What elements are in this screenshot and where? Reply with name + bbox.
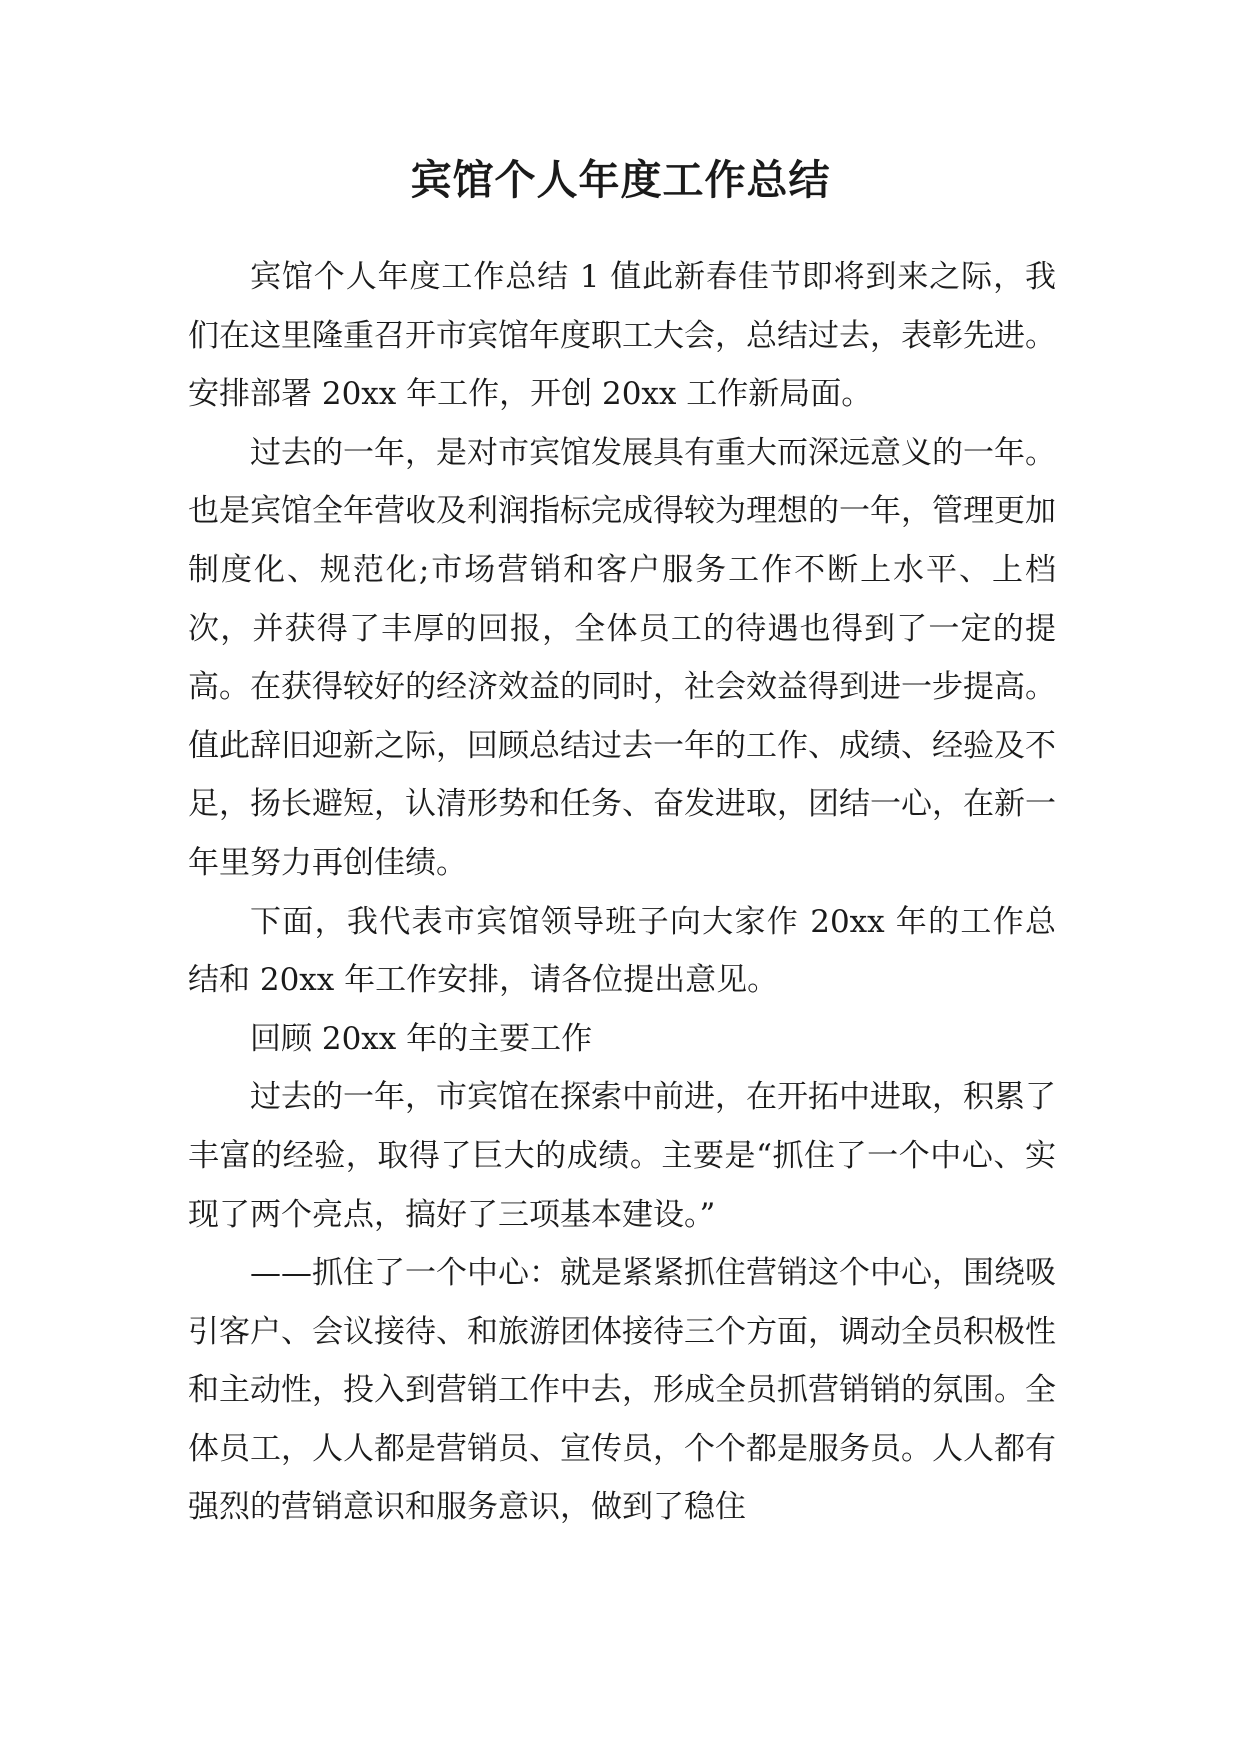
paragraph-report-intro: 下面，我代表市宾馆领导班子向大家作 20xx 年的工作总结和 20xx 年工作安排，请各位提出意见。 <box>188 903 1056 999</box>
section-heading-review: 回顾 20xx 年的主要工作 <box>250 1020 593 1057</box>
document-title: 宾馆个人年度工作总结 <box>410 156 831 204</box>
paragraph-intro: 宾馆个人年度工作总结 1 值此新春佳节即将到来之际，我们在这里隆重召开市宾馆年度职工大会，总结过去，表彰先进。安排部署 20xx 年工作，开创 20xx 工作新局面。 <box>188 259 1056 413</box>
paragraph-past-year: 过去的一年，是对市宾馆发展具有重大而深远意义的一年。也是宾馆全年营收及利润指标完成得较为理想的一年，管理更加制度化、规范化;市场营销和客户服务工作不断上水平、上档次，并获得了丰厚的回报，全体员工的待遇也得到了一定的提高。在获得较好的经济效益的同时，社会效益得到进一步提高。值此辞旧迎新之际，回顾总结过去一年的工作、成绩、经验及不足，扬长避短，认清形势和任务、奋发进取，团结一心，在新一年里努力再创佳绩。 <box>188 434 1056 881</box>
document-body <box>188 248 1056 1537</box>
paragraph-marketing-center: ——抓住了一个中心：就是紧紧抓住营销这个中心，围绕吸引客户、会议接待、和旅游团体接待三个方面，调动全员积极性和主动性，投入到营销工作中去，形成全员抓营销销的氛围。全体员工，人人都是营销员、宣传员，个个都是服务员。人人都有强烈的营销意识和服务意识，做到了稳住 <box>188 1255 1056 1526</box>
paragraph-achievements: 过去的一年，市宾馆在探索中前进，在开拓中进取，积累了丰富的经验，取得了巨大的成绩。主要是“抓住了一个中心、实现了两个亮点，搞好了三项基本建设。” <box>188 1079 1056 1233</box>
